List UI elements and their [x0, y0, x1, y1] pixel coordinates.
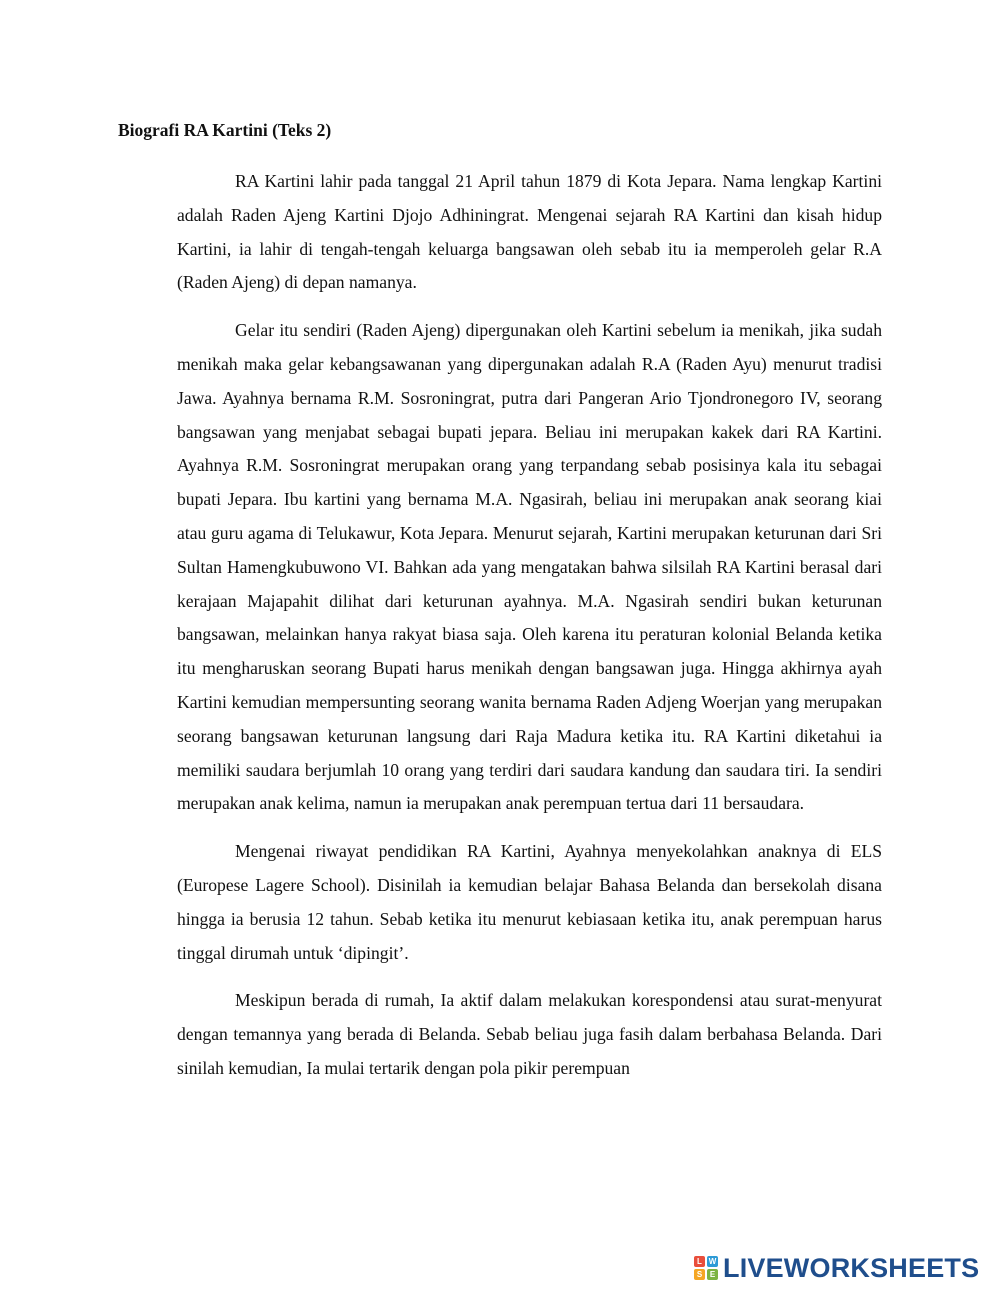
watermark-brand-text: LIVEWORKSHEETS [723, 1252, 980, 1283]
document-title: Biografi RA Kartini (Teks 2) [118, 120, 332, 140]
liveworksheets-watermark [694, 1250, 979, 1286]
paragraph-correspondence: Meskipun berada di rumah, Ia aktif dalam melakukan korespondensi atau surat-menyurat dengan temannya yang berada di Belanda. Sebab beliau juga fasih dalam berbahasa Belanda. Dari sinilah kemudian, Ia mulai tertarik dengan pola pikir perempuan [177, 990, 882, 1078]
paragraph-education: Mengenai riwayat pendidikan RA Kartini, Ayahnya menyekolahkan anaknya di ELS (Europese Lagere School). Disinilah ia kemudian belajar Bahasa Belanda dan bersekolah disana hingga ia berusia 12 tahun. Sebab ketika itu menurut kebiasaan ketika itu, anak perempuan harus tinggal dirumah untuk ‘dipingit’. [177, 841, 882, 963]
logo-cell: L [694, 1256, 705, 1267]
paragraph-birth: RA Kartini lahir pada tanggal 21 April tahun 1879 di Kota Jepara. Nama lengkap Kartini adalah Raden Ajeng Kartini Djojo Adhiningrat. Mengenai sejarah RA Kartini dan kisah hidup Kartini, ia lahir di tengah-tengah keluarga bangsawan oleh sebab itu ia memperoleh gelar R.A (Raden Ajeng) di depan namanya. [177, 171, 882, 293]
liveworksheets-logo-icon [694, 1256, 718, 1280]
logo-cell: E [707, 1269, 718, 1280]
logo-cell: S [694, 1269, 705, 1280]
logo-cell: W [708, 1257, 717, 1266]
paragraph-family: Gelar itu sendiri (Raden Ajeng) dipergunakan oleh Kartini sebelum ia menikah, jika sudah menikah maka gelar kebangsawanan yang dipergunakan adalah R.A (Raden Ayu) menurut tradisi Jawa. Ayahnya bernama R.M. Sosroningrat, putra dari Pangeran Ario Tjondronegoro IV, seorang bangsawan yang menjabat sebagai bupati jepara. Beliau ini merupakan kakek dari RA Kartini. Ayahnya R.M. Sosroningrat merupakan orang yang terpandang sebab posisinya kala itu sebagai bupati Jepara. Ibu kartini yang bernama M.A. Ngasirah, beliau ini merupakan anak seorang kiai atau guru agama di Telukawur, Kota Jepara. Menurut sejarah, Kartini merupakan keturunan dari Sri Sultan Hamengkubuwono VI. Bahkan ada yang mengatakan bahwa silsilah RA Kartini berasal dari kerajaan Majapahit dilihat dari keturunan ayahnya. M.A. Ngasirah sendiri bukan keturunan bangsawan, melainkan hanya rakyat biasa saja. Oleh karena itu peraturan kolonial Belanda ketika itu mengharuskan seorang Bupati harus menikah dengan bangsawan juga. Hingga akhirnya ayah Kartini kemudian mempersunting seorang wanita bernama Raden Adjeng Woerjan yang merupakan seorang bangsawan keturunan langsung dari Raja Madura ketika itu. RA Kartini diketahui ia memiliki saudara berjumlah 10 orang yang terdiri dari saudara kandung dan saudara tiri. Ia sendiri merupakan anak kelima, namun ia merupakan anak perempuan tertua dari 11 bersaudara. [177, 320, 882, 814]
document-body [177, 165, 882, 1100]
